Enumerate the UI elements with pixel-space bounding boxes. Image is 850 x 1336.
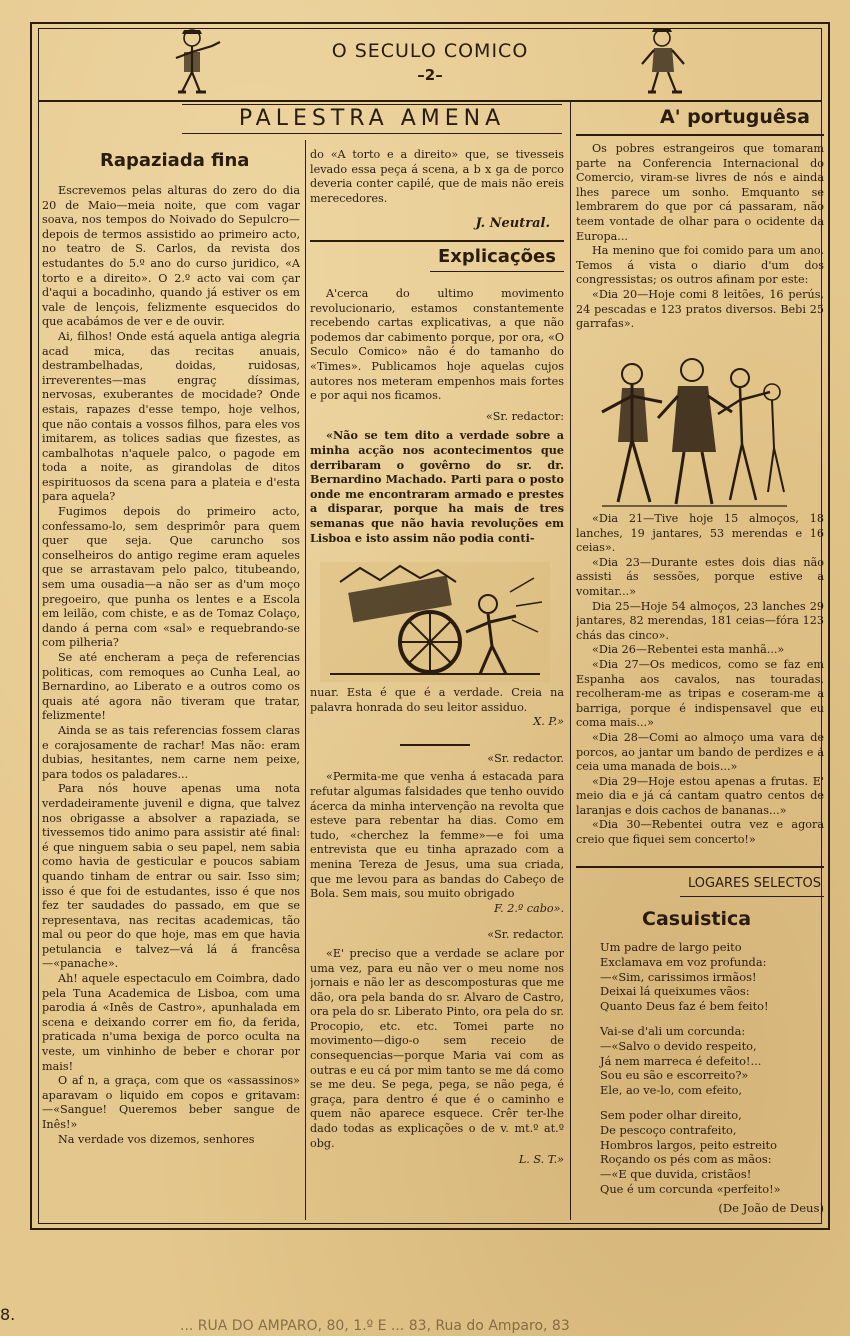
poem-credit: (De João de Deus) (718, 1200, 824, 1215)
verse: Vai-se d'ali um corcunda: (600, 1023, 746, 1038)
verse: De pescoço contrafeito, (600, 1122, 737, 1137)
verse: Exclamava em voz profunda: (600, 954, 767, 969)
corner-number: 8. (0, 1305, 16, 1324)
verse: Sem poder olhar direito, (600, 1107, 742, 1122)
verse: Deixai lá queixumes vãos: (600, 984, 750, 999)
explicacoes-body-bottom (310, 686, 564, 1216)
diary-entry: «Dia 28—Comi ao almoço uma vara de porcos, ao jantar um bando de perdizes e á ceia uma manada de bois...» (576, 730, 824, 774)
paragraph: Ha menino que foi comido para um ano. Temos á vista o diario d'um dos congressistas; os outros afinam por este: (576, 244, 824, 287)
paragraph: O af n, a graça, com que os «assassinos» aparavam o liquido em copos e gritavam:—«Sangue! Queremos beber sangue de Inês!» (42, 1074, 300, 1131)
logares-title: LOGARES SELECTOS (688, 876, 822, 891)
paragraph: nuar. Esta é que é a verdade. Creia na palavra honrada do seu leitor assiduo. (310, 686, 564, 714)
paragraph: Se até encheram a peça de referencias politicas, com remoques ao Cunha Leal, ao Bernardino, ao Liberato e a outros como os quais até agora não tiveram que tratar, felizmente! (42, 651, 300, 723)
logares-underline (680, 896, 824, 897)
paragraph: do «A torto e a direito» que, se tivesseis levado essa peça á scena, a b x ga de porco deveria conter capilé, que de mais não ereis merecedores. (310, 148, 564, 205)
verse: Já nem marreca é defeito!... (600, 1053, 762, 1068)
portuguesa-body-top (576, 142, 824, 354)
casuistica-poem (600, 940, 824, 1216)
paragraph: Ah! aquele espectaculo em Coimbra, dado pela Tuna Academica de Lisboa, com uma parodia á «Inês de Castro», apunhalada em scena e deixando correr em fio, da ferida, praticada n'uma bexiga de porco oculta na veste, um vinhinho de beber e chorar por mais! (42, 972, 300, 1073)
casuistica-title: Casuistica (642, 908, 752, 930)
verse: —«Sim, carissimos irmãos! (600, 969, 757, 984)
paragraph: «Não se tem dito a verdade sobre a minha acção nos acontecimentos que derribaram o govêrno do sr. dr. Bernardino Machado. Parti para o posto onde me encontraram armado e prestes a disparar, porque ha mais de tres semanas que não havia revoluções em Lisboa e isto assim não podia conti- (310, 428, 564, 545)
paragraph: Ai, filhos! Onde está aquela antiga alegria acad mica, das recitas anuais, destrambelhadas, doidas, ruidosas, irreverentes—mas engraç díssimas, nervosas, exuberantes de mocidade? Onde estais, rapazes d'esse tempo, hoje velhos, que não contais a vossos filhos, para eles vos imitarem, as tolices sadias que fizestes, as cambalhotas n'aquele palco, o pagode em toda a noite, as girandolas de ditos espirituosos da scena para a plateia e d'esta para aquela? (42, 329, 300, 504)
diary-entry: «Dia 26—Rebentei esta manhã...» (592, 643, 785, 657)
section-rule (310, 240, 564, 242)
palestra-rule-top (182, 104, 562, 105)
verse: Que é um corcunda «perfeito!» (600, 1181, 781, 1196)
paragraph: Fugimos depois do primeiro acto, confessamo-lo, sem desprimôr para quem quer que seja. Que caruncho sos conselheiros do antigo regime eram aqueles que se arrastavam pelo palco, titubeando, sem uma ousadia—a não ser as d'um moço pregoeiro, que punha os lentes e a Escola em leilão, com chiste, e as de Tomaz Colaço, dando á perna com «sal» e requebrando-se com pilheria? (42, 505, 300, 650)
palestra-title: PALESTRA AMENA (238, 106, 506, 131)
diary-entry: «Dia 27—Os medicos, como se faz em Espanha aos cavalos, nas touradas, recolheram-me as tripas e coseram-me a barriga, porque é indispensavel que eu coma mais...» (576, 657, 824, 730)
salutation: «Sr. redactor. (487, 928, 564, 942)
salutation: «Sr. redactor: (485, 409, 564, 423)
verse: Sou eu são e escorreito?» (600, 1068, 749, 1083)
stanza (600, 1024, 824, 1098)
diary-entry: Dia 25—Hoje 54 almoços, 23 lanches 29 jantares, 82 merendas, 181 ceias—fóra 123 chás das cinco». (576, 599, 824, 642)
diary-entry: «Dia 30—Rebentei outra vez e agora creio que fiquei sem concerto!» (576, 818, 824, 847)
explicacoes-body-top (310, 287, 564, 561)
verse: —«Salvo o devido respeito, (600, 1038, 757, 1053)
stanza (600, 940, 824, 1014)
column-rule-2 (570, 100, 571, 1220)
column-rule-1 (305, 140, 306, 1220)
explicacoes-title: Explicações (438, 246, 556, 267)
paragraph: Escrevemos pelas alturas do zero do dia 20 de Maio—meia noite, que com vagar soava, nos tempos do Noivado do Sepulcro—depois de termos assistido ao primeiro acto, no teatro de S. Carlos, da revista dos estudantes do 5.º ano do curso juridico, «A torto e a direito». O 2.º acto vai com çar d'aqui a bocadinho, quando já estiver os em vale de lençois, felizmente esquecidos do que acabámos de ver e de ouvir. (42, 184, 300, 329)
verse: Quanto Deus faz é bem feito! (600, 999, 769, 1014)
signature: L. S. T.» (518, 1153, 564, 1167)
cannon-illustration-icon (320, 562, 550, 682)
masthead-title: O SECULO COMICO (331, 40, 529, 62)
verse: —«E que duvida, cristãos! (600, 1167, 752, 1182)
paragraph: Os pobres estrangeiros que tomaram parte na Conferencia Internacional do Comercio, viram-se livres de nós e ainda lhes parece um sonho. Emquanto se lembrarem do que por cá passaram, não teem vontade de olhar para o ocidente da Europa... (576, 142, 824, 243)
diary-entry: «Dia 23—Durante estes dois dias não assisti ás sessões, porque estive a vomitar...» (576, 555, 824, 598)
verse: Hombros largos, peito estreito (600, 1137, 777, 1152)
signature: F. 2.º cabo». (494, 901, 564, 915)
cartoon-figure-left-icon (166, 28, 224, 98)
paragraph: «E' preciso que a verdade se aclare por uma vez, para eu não ver o meu nome nos jornais e não ler as descomposturas que me dão, ora pela banda do sr. Alvaro de Castro, ora pela do sr. Liberato Pinto, ora pela do sr. Procopio, etc. etc. Tomei parte no movimento—digo-o sem receio de consequencias—porque Maria vai com as outras e eu cá por mim tanto se me dá como se me deu. Se pega, pega, se não pega, é graça, para dentro é que é o caminho e quem não aparece esquece. Crêr ter-lhe dado todas as explicações o de v. mt.º at.º obg. (310, 946, 564, 1150)
rapaziada-continuation (310, 148, 564, 214)
paragraph: Para nós houve apenas uma nota verdadeiramente juvenil e digna, que talvez nos obrigasse a absolver a rapaziada, se tivessemos tido animo para assistir até final: é que ninguem sabia o seu papel, nem sabia como havia de gesticular e poucos sabiam quando tinham de entrar ou sair. Isso sim; isso é que foi de estudantes, isso é que nos fez ter saudades do passado, em que se representava, nas recitas academicas, tão mal ou peor do que hoje, mas em que havia petulancia e talvez—vá lá á francêsa—«panache». (42, 782, 300, 971)
paragraph: «Dia 20—Hoje comi 8 leitões, 16 perús, 24 pescadas e 123 pratos diversos. Bebi 25 garrafas». (576, 287, 824, 331)
portuguesa-title: A' portuguêsa (660, 106, 810, 128)
logares-rule (576, 866, 824, 868)
diary-entry: «Dia 21—Tive hoje 15 almoços, 18 lanches, 19 jantares, 53 merendas e 16 ceias». (576, 512, 824, 555)
portuguesa-body-bottom (576, 512, 824, 864)
dancing-men-illustration-icon (592, 352, 792, 512)
paragraph: Na verdade vos dizemos, senhores (58, 1132, 255, 1146)
portuguesa-rule (576, 134, 824, 136)
rapaziada-body (42, 184, 300, 1214)
rapaziada-title: Rapaziada fina (100, 150, 250, 171)
footer-strip: ... RUA DO AMPARO, 80, 1.º E ... 83, Rua do Amparo, 83 (180, 1318, 570, 1334)
page-number: –2– (417, 66, 443, 84)
verse: Um padre de largo peito (600, 940, 742, 954)
salutation: «Sr. redactor. (487, 751, 564, 765)
signature-neutral: J. Neutral. (475, 217, 550, 231)
verse: Roçando os pés com as mãos: (600, 1152, 772, 1167)
palestra-rule-bottom (182, 133, 562, 134)
signature: X. P.» (533, 715, 564, 729)
masthead-header (38, 28, 822, 102)
stanza (600, 1108, 824, 1197)
paragraph: Ainda se as tais referencias fossem claras e corajosamente de rachar! Mas não: eram dubias, hesitantes, nem carne nem peixe, para todos os paladares... (42, 723, 300, 781)
diary-entry: «Dia 29—Hoje estou apenas a frutas. E' meio dia e já cá cantam quatro centos de laranjas e dois cachos de bananas...» (576, 774, 824, 817)
explicacoes-underline (430, 271, 564, 272)
cartoon-figure-right-icon (634, 28, 692, 98)
verse: Ele, ao ve-lo, com efeito, (600, 1083, 743, 1098)
paragraph: A'cerca do ultimo movimento revolucionario, estamos constantemente recebendo cartas explicativas, a que não podemos dar cabimento porque, por ora, «O Seculo Comico» não é do tamanho do «Times». Publicamos hoje aquelas cujos autores nos meteram empenhos mais fortes e por aqui nos ficamos. (310, 287, 564, 403)
paragraph: «Permita-me que venha á estacada para refutar algumas falsidades que tenho ouvido ácerca da minha intervenção na revolta que esteve para rebentar ha dias. Como em tudo, «cherchez la femme»—e foi uma entrevista que eu tinha aprazado com a menina Tereza de Jesus, uma sua criada, que me levou para as bandas do Cabeço de Bola. Sem mais, sou muito obrigado (310, 770, 564, 901)
short-rule (400, 744, 470, 746)
